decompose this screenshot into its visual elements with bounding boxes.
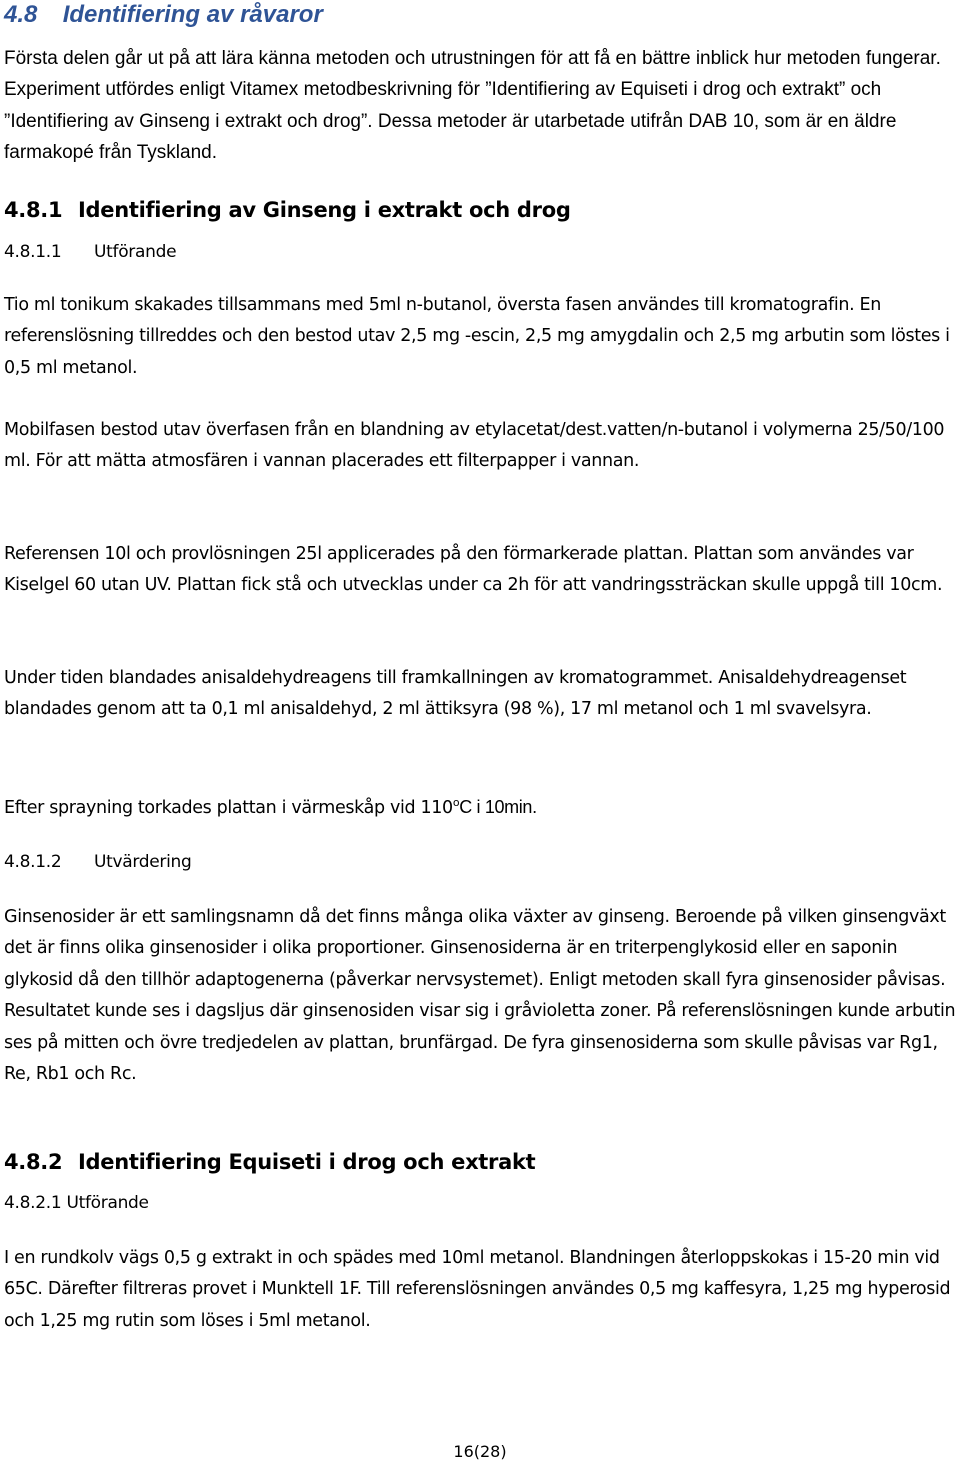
subsection-title: Identifiering Equiseti i drog och extrakt: [78, 1150, 536, 1174]
section-title: Identifiering av råvaror: [62, 1, 323, 28]
drying-text: Efter sprayning torkades plattan i värmeskåp vid 110: [4, 797, 453, 818]
paragraph-mobile-phase: Mobilfasen bestod utav överfasen från en blandning av etylacetat/dest.vatten/n-butanol i volymerna 25/50/100 ml. För att mätta atmosfären i vannan placerades ett filterpapper i vannan.: [4, 420, 945, 472]
subsection-title: Identifiering av Ginseng i extrakt och drog: [78, 198, 571, 222]
subsubsection-title: Utvärdering: [94, 852, 192, 872]
paragraph-drying: [4, 787, 958, 824]
paragraph-equiseti-prep: I en rundkolv vägs 0,5 g extrakt in och spädes med 10ml metanol. Blandningen återloppskokas i 15-20 min vid 65C. Därefter filtreras provet i Munktell 1F. Till referenslösningen användes 0,5 mg kaffesyra, 1,25 mg hyperosid och 1,25 mg rutin som löses i 5ml metanol.: [4, 1248, 951, 1331]
paragraph-evaluation: Ginsenosider är ett samlingsnamn då det finns många olika växter av ginseng. Beroende på vilken ginsengväxt det är finns olika ginsenosider i olika proportioner. Ginsenosiderna är en triterpenglykosid eller en saponin glykosid då den tillhör adaptogenerna (påverkar nervsystemet). Enligt metoden skall fyra ginsenosider påvisas. Resultatet kunde ses i dagsljus där ginsenosiden visar sig i gråvioletta zoner. På referenslösningen kunde arbutin ses på mitten och övre tredjedelen av plattan, brunfärgad. De fyra ginsenosiderna som skulle påvisas var Rg1, Re, Rb1 och Rc.: [4, 907, 956, 1085]
paragraph-reagent: Under tiden blandades anisaldehydreagens till framkallningen av kromatogrammet. Anisaldehydreagenset blandades genom att ta 0,1 ml anisaldehyd, 2 ml ättiksyra (98 %), 17 ml metanol och 1 ml svavelsyra.: [4, 668, 907, 720]
subsection-number: 4.8.2: [4, 1150, 63, 1174]
paragraph-application: Referensen 10l och provlösningen 25l applicerades på den förmarkerade plattan. Plattan som användes var Kiselgel 60 utan UV. Plattan fick stå och utvecklas under ca 2h för att vandringssträckan skulle uppgå till 10cm.: [4, 544, 943, 596]
subsubsection-title: Utförande: [94, 242, 177, 262]
subsubsection-heading-utvardering: [4, 849, 958, 875]
subsubsection-heading-utforande: [4, 239, 958, 265]
subsection-number: 4.8.1: [4, 198, 63, 222]
subsection-heading-equiseti: [4, 1147, 958, 1177]
degree-sign: o: [452, 796, 460, 809]
section-number: 4.8: [4, 1, 38, 28]
paragraph-sample-prep: Tio ml tonikum skakades tillsammans med 5ml n-butanol, översta fasen användes till kromatografin. En referenslösning tillreddes och den bestod utav 2,5 mg -escin, 2,5 mg amygdalin och 2,5 mg arbutin som löstes i 0,5 ml metanol.: [4, 295, 950, 378]
subsubsection-number: 4.8.1.2: [4, 852, 62, 872]
page-number: 16(28): [453, 1442, 507, 1461]
drying-text-rest: C i 10min.: [459, 796, 537, 817]
subsection-heading-ginseng: [4, 195, 958, 225]
subsubsection-number: 4.8.1.1: [4, 242, 62, 262]
intro-paragraph: Första delen går ut på att lära känna metoden och utrustningen för att få en bättre inblick hur metoden fungerar. Experiment utfördes enligt Vitamex metodbeskrivning för ”Identifiering av Equiseti i drog och extrakt” och ”Identifiering av Ginseng i extrakt och drog”. Dessa metoder är utarbetade utifrån DAB 10, som är en äldre farmakopé från Tyskland.: [4, 48, 941, 164]
section-heading: [4, 0, 958, 30]
subsubsection-heading-equiseti-utforande: 4.8.2.1 Utförande: [4, 1193, 149, 1213]
